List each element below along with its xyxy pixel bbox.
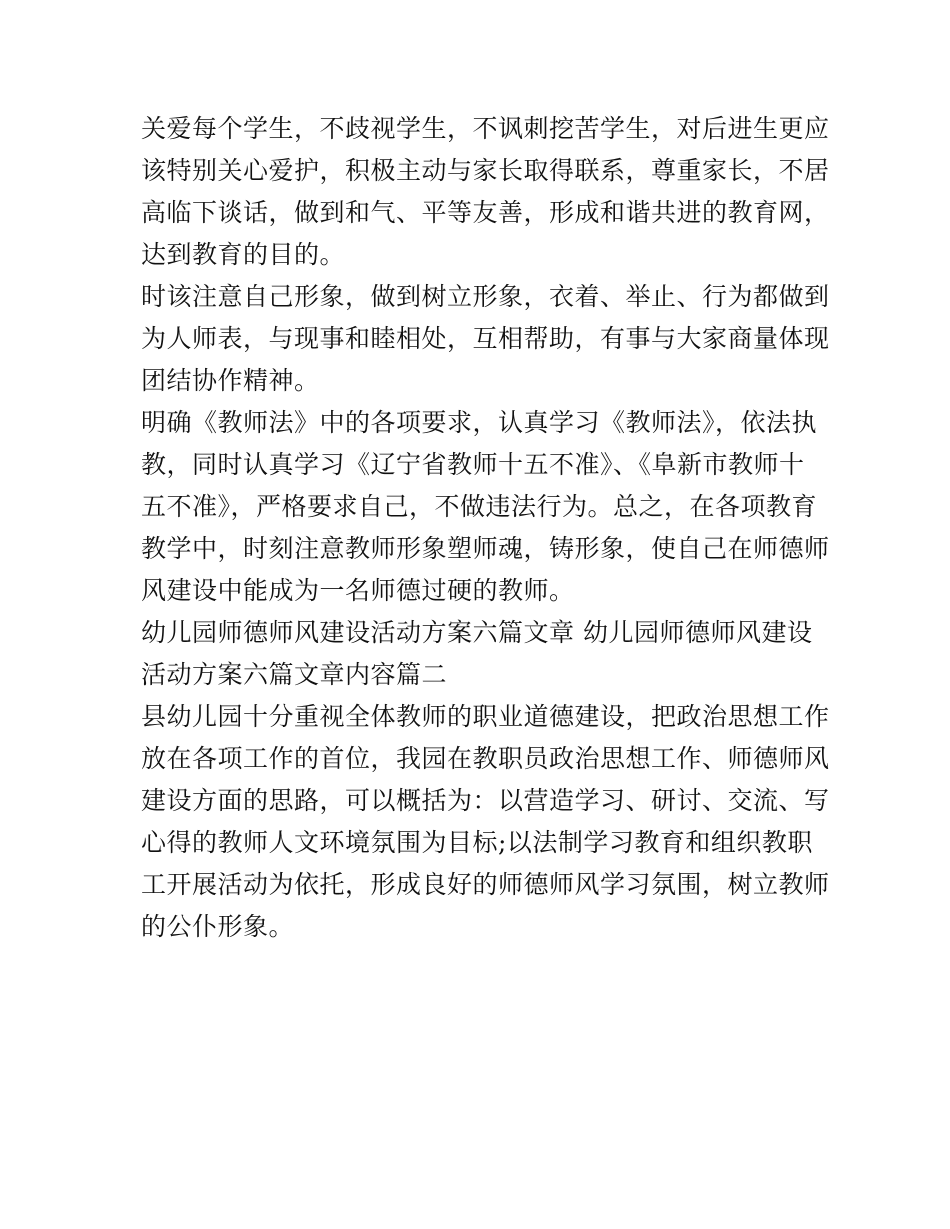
paragraph-teacher-law	[141, 402, 830, 612]
text-line: 风建设中能成为一名师德过硬的教师。	[141, 576, 575, 605]
paragraph-teacher-care	[141, 108, 830, 276]
heading-line: 活动方案六篇文章内容篇二	[141, 660, 448, 689]
section-heading	[141, 612, 821, 696]
text-line: 教学中，时刻注意教师形象塑师魂，铸形象，使自己在师德师	[141, 534, 830, 563]
text-line: 工开展活动为依托，形成良好的师德师风学习氛围，树立教师	[141, 870, 830, 899]
text-line: 达到教育的目的。	[141, 240, 346, 269]
text-line: 县幼儿园十分重视全体教师的职业道德建设，把政治思想工作	[141, 702, 830, 731]
text-line: 时该注意自己形象，做到树立形象，衣着、举止、行为都做到	[141, 282, 830, 311]
document-body	[141, 108, 830, 948]
text-line: 团结协作精神。	[141, 366, 320, 395]
text-line: 放在各项工作的首位，我园在教职员政治思想工作、师德师风	[141, 744, 830, 773]
heading-line: 幼儿园师德师风建设活动方案六篇文章 幼儿园师德师风建设	[141, 618, 813, 647]
text-line: 高临下谈话，做到和气、平等友善，形成和谐共进的教育网，	[141, 198, 830, 227]
text-line: 为人师表，与现事和睦相处，互相帮助，有事与大家商量体现	[141, 324, 830, 353]
text-line: 该特别关心爱护，积极主动与家长取得联系，尊重家长，不居	[141, 156, 830, 185]
paragraph-self-image	[141, 276, 830, 402]
text-line: 五不准》，严格要求自己，不做违法行为。总之，在各项教育	[141, 492, 818, 521]
text-line: 关爱每个学生，不歧视学生，不讽刺挖苦学生，对后进生更应	[141, 114, 830, 143]
text-line: 教，同时认真学习《辽宁省教师十五不准》、《阜新市教师十	[141, 450, 805, 479]
text-line: 明确《教师法》中的各项要求，认真学习《教师法》，依法执	[141, 408, 818, 437]
paragraph-kindergarten-ethics	[141, 696, 830, 948]
text-line: 心得的教师人文环境氛围为目标;以法制学习教育和组织教职	[141, 828, 813, 857]
text-line: 建设方面的思路，可以概括为：以营造学习、研讨、交流、写	[141, 786, 830, 815]
text-line: 的公仆形象。	[141, 912, 295, 941]
